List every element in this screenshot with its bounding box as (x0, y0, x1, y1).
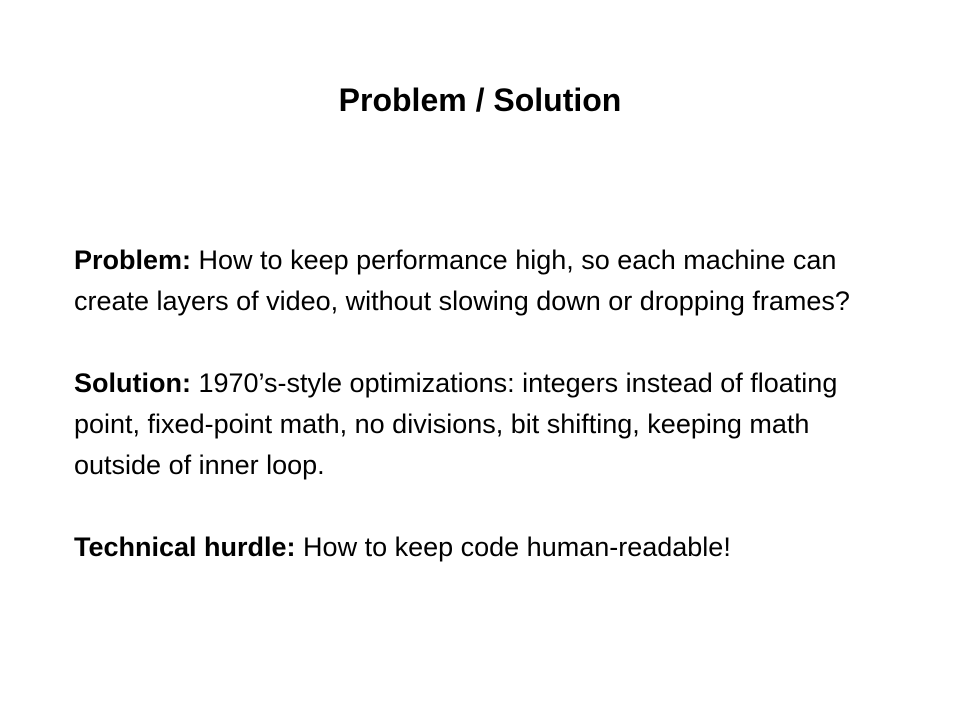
technical-hurdle-paragraph (74, 527, 864, 568)
technical-hurdle-label: Technical hurdle: (74, 532, 296, 562)
problem-text: How to keep performance high, so each machine can create layers of video, without slowing down or dropping frames? (74, 245, 850, 316)
solution-label: Solution: (74, 368, 191, 398)
solution-text: 1970’s-style optimizations: integers instead of floating point, fixed-point math, no divisions, bit shifting, keeping math outside of inner loop. (74, 368, 838, 480)
solution-paragraph (74, 363, 864, 486)
slide-body (74, 240, 864, 568)
problem-label: Problem: (74, 245, 192, 275)
problem-paragraph (74, 240, 864, 322)
slide-title: Problem / Solution (338, 82, 622, 118)
technical-hurdle-text: How to keep code human-readable! (295, 532, 731, 562)
